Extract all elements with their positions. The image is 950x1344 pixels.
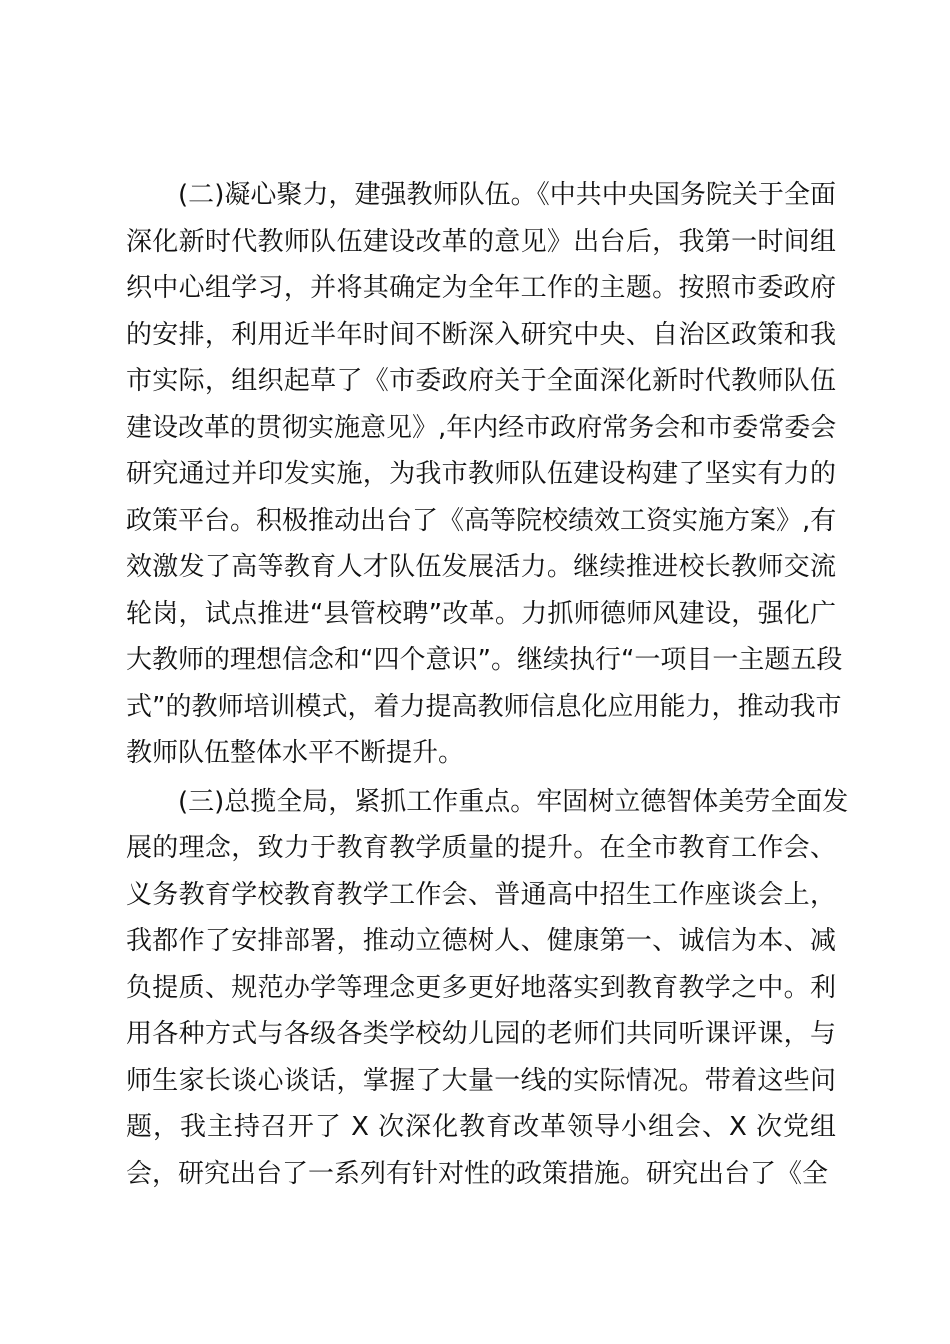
- paragraph-teacher-team: [126, 172, 843, 777]
- paragraph-line: 式”的教师培训模式，着力提高教师信息化应用能力，推动我市: [126, 691, 842, 722]
- paragraph-line: 轮岗，试点推进“县管校聘”改革。力抓师德师风建设，强化广: [126, 598, 836, 629]
- paragraph-line: 织中心组学习，并将其确定为全年工作的主题。按照市委政府: [126, 273, 836, 303]
- paragraph-key-work: [126, 779, 849, 1198]
- paragraph-line: 负提质、规范办学等理念更多更好地落实到教育教学之中。利: [126, 972, 836, 1003]
- paragraph-line: 会，研究出台了一系列有针对性的政策措施。研究出台了《全: [126, 1158, 829, 1189]
- document-body: [126, 172, 849, 1197]
- paragraph-line: 我都作了安排部署，推动立德树人、健康第一、诚信为本、减: [126, 926, 836, 956]
- paragraph-line: 用各种方式与各级各类学校幼儿园的老师们共同听课评课，与: [126, 1019, 836, 1049]
- paragraph-line: 建设改革的贯彻实施意见》,年内经市政府常务会和市委常委会: [126, 412, 837, 443]
- paragraph-line: 市实际，组织起草了《市委政府关于全面深化新时代教师队伍: [126, 366, 836, 396]
- paragraph-line: 大教师的理想信念和“四个意识”。继续执行“一项目一主题五段: [126, 645, 843, 675]
- paragraph-line: (二)凝心聚力，建强教师队伍。《中共中央国务院关于全面: [178, 180, 836, 210]
- paragraph-line: 效激发了高等教育人才队伍发展活力。继续推进校长教师交流: [126, 552, 836, 582]
- paragraph-line: 义务教育学校教育教学工作会、普通高中招生工作座谈会上，: [126, 879, 836, 910]
- paragraph-line: 师生家长谈心谈话，掌握了大量一线的实际情况。带着这些问: [126, 1065, 836, 1096]
- paragraph-line: 题，我主持召开了 X 次深化教育改革领导小组会、X 次党组: [126, 1112, 836, 1142]
- paragraph-line: 深化新时代教师队伍建设改革的意见》出台后，我第一时间组: [126, 226, 836, 257]
- paragraph-line: 教师队伍整体水平不断提升。: [126, 738, 465, 768]
- paragraph-line: (三)总揽全局，紧抓工作重点。牢固树立德智体美劳全面发: [178, 786, 849, 817]
- paragraph-line: 展的理念，致力于教育教学质量的提升。在全市教育工作会、: [126, 833, 836, 863]
- paragraph-line: 研究通过并印发实施，为我市教师队伍建设构建了坚实有力的: [126, 459, 836, 489]
- paragraph-line: 的安排，利用近半年时间不断深入研究中央、自治区政策和我: [126, 319, 836, 350]
- paragraph-line: 政策平台。积极推动出台了《高等院校绩效工资实施方案》,有: [126, 505, 837, 536]
